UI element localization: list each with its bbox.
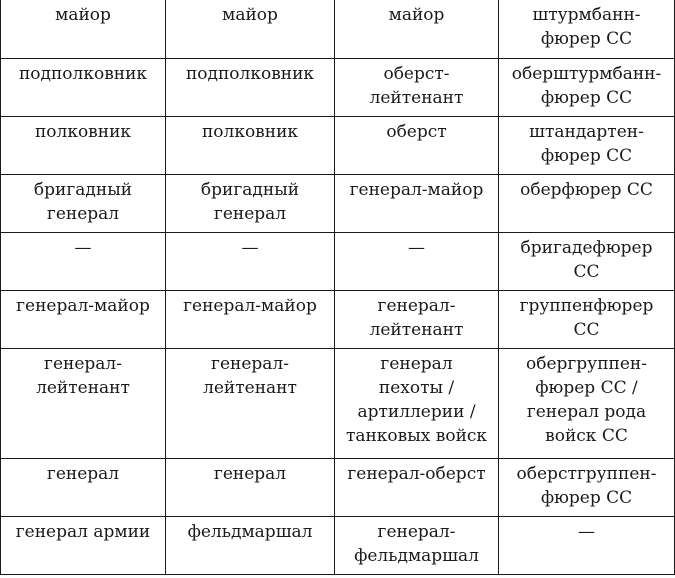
- table-cell: полковник: [1, 116, 166, 174]
- table-cell: оберстгруппен- фюрер СС: [499, 458, 675, 516]
- table-cell: генерал: [1, 458, 166, 516]
- table-cell: —: [335, 232, 499, 290]
- table-row: [1, 232, 675, 290]
- table-cell: полковник: [166, 116, 335, 174]
- table-cell: —: [1, 232, 166, 290]
- table-cell: генерал пехоты / артиллерии / танковых войск: [335, 348, 499, 458]
- table-cell: подполковник: [1, 58, 166, 116]
- table-cell: бригадный генерал: [166, 174, 335, 232]
- table-cell: майор: [335, 0, 499, 58]
- table-cell: фельдмаршал: [166, 516, 335, 574]
- table-cell: генерал-майор: [1, 290, 166, 348]
- table-cell: бригадный генерал: [1, 174, 166, 232]
- table-row: [1, 116, 675, 174]
- table-cell: —: [166, 232, 335, 290]
- table-cell: генерал: [166, 458, 335, 516]
- table-cell: генерал- лейтенант: [166, 348, 335, 458]
- table-cell: оберфюрер СС: [499, 174, 675, 232]
- table-cell: подполковник: [166, 58, 335, 116]
- table-row: [1, 0, 675, 58]
- table-cell: оберст- лейтенант: [335, 58, 499, 116]
- table-cell: майор: [166, 0, 335, 58]
- table-cell: штандартен- фюрер СС: [499, 116, 675, 174]
- table-cell: оберст: [335, 116, 499, 174]
- table-cell: обергруппен- фюрер СС / генерал рода войск СС: [499, 348, 675, 458]
- table-cell: штурмбанн- фюрер СС: [499, 0, 675, 58]
- table-cell: генерал-оберст: [335, 458, 499, 516]
- table-row: [1, 174, 675, 232]
- table-row: [1, 58, 675, 116]
- table-row: [1, 516, 675, 574]
- table-cell: —: [499, 516, 675, 574]
- table-cell: оберштурмбанн- фюрер СС: [499, 58, 675, 116]
- table-cell: генерал- фельдмаршал: [335, 516, 499, 574]
- table-cell: генерал армии: [1, 516, 166, 574]
- table-cell: генерал- лейтенант: [335, 290, 499, 348]
- table-row: [1, 290, 675, 348]
- table-cell: генерал-майор: [335, 174, 499, 232]
- table-cell: генерал-майор: [166, 290, 335, 348]
- table-row: [1, 348, 675, 458]
- table-cell: группенфюрер СС: [499, 290, 675, 348]
- table-row: [1, 458, 675, 516]
- table-cell: генерал- лейтенант: [1, 348, 166, 458]
- table-cell: бригадефюрер СС: [499, 232, 675, 290]
- table-cell: майор: [1, 0, 166, 58]
